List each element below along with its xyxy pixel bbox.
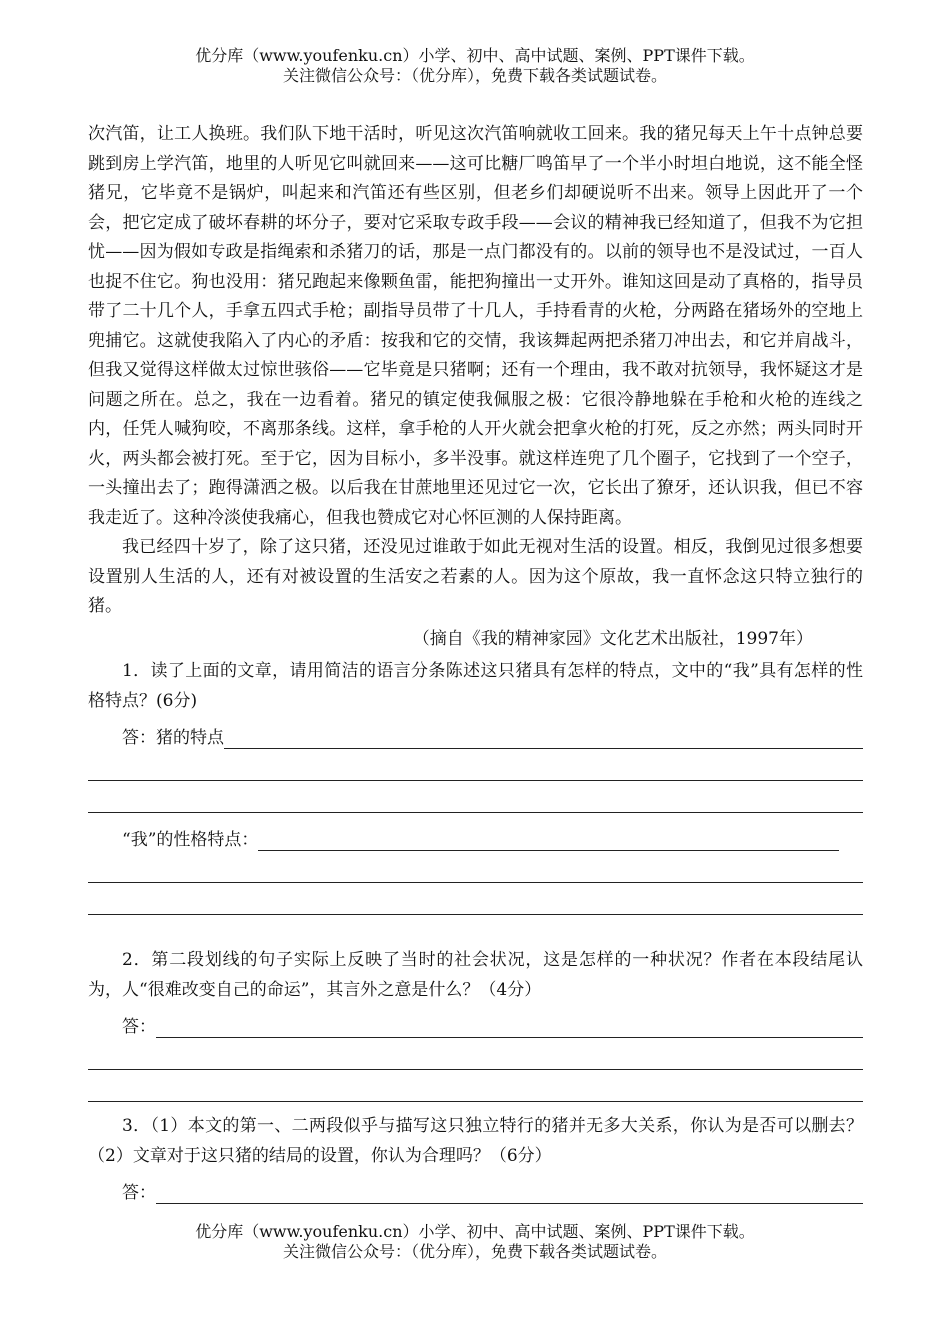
q1-pig-answer-line[interactable] xyxy=(224,726,863,749)
footer-line-2: 关注微信公众号：（优分库），免费下载各类试题试卷。 xyxy=(282,1242,667,1261)
q2-blank-line-2[interactable] xyxy=(88,1070,863,1102)
q2-answer-row xyxy=(88,1008,863,1038)
question-2: 2．第二段划线的句子实际上反映了当时的社会状况，这是怎样的一种状况？作者在本段结尾认为，人“很难改变自己的命运”，其言外之意是什么？（4分） xyxy=(88,950,863,1000)
passage-source: （摘自《我的精神家园》文化艺术出版社，1997年） xyxy=(412,628,813,649)
q1-blank-line-1[interactable] xyxy=(88,749,863,781)
passage-paragraph-2: 我已经四十岁了，除了这只猪，还没见过谁敢于如此无视对生活的设置。相反，我倒见过很多想要设置别人生活的人，还有对被设置的生活安之若素的人。因为这个原故，我一直怀念这只特立独行的猪。 xyxy=(88,537,863,616)
q3-answer-row xyxy=(88,1174,863,1204)
q1-blank-line-4[interactable] xyxy=(88,883,863,915)
passage-paragraph-1: 次汽笛，让工人换班。我们队下地干活时，听见这次汽笛响就收工回来。我的猪兄每天上午十点钟总要跳到房上学汽笛，地里的人听见它叫就回来——这可比糖厂鸣笛早了一个半小时坦白地说，这不能全怪猪兄，它毕竟不是锅炉，叫起来和汽笛还有些区别，但老乡们却硬说听不出来。领导上因此开了一个会，把它定成了破坏春耕的坏分子，要对它采取专政手段——会议的精神我已经知道了，但我不为它担忧——因为假如专政是指绳索和杀猪刀的话，那是一点门都没有的。以前的领导也不是没试过，一百人也捉不住它。狗也没用：猪兄跑起来像颗鱼雷，能把狗撞出一丈开外。谁知这回是动了真格的，指导员带了二十几个人，手拿五四式手枪；副指导员带了十几人，手持看青的火枪，分两路在猪场外的空地上兜捕它。这就使我陷入了内心的矛盾：按我和它的交情，我该舞起两把杀猪刀冲出去，和它并肩战斗，但我又觉得这样做太过惊世骇俗——它毕竟是只猪啊；还有一个理由，我不敢对抗领导，我怀疑这才是问题之所在。总之，我在一边看着。猪兄的镇定使我佩服之极：它很冷静地躲在手枪和火枪的连线之内，任凭人喊狗咬，不离那条线。这样，拿手枪的人开火就会把拿火枪的打死，反之亦然；两头同时开火，两头都会被打死。至于它，因为目标小，多半没事。就这样连兜了几个圈子，它找到了一个空子，一头撞出去了；跑得潇洒之极。以后我在甘蔗地里还见过它一次，它长出了獠牙，还认识我，但已不容我走近了。这种冷淡使我痛心，但我也赞成它对心怀叵测的人保持距离。 xyxy=(88,124,863,528)
q1-blank-line-3[interactable] xyxy=(88,851,863,883)
footer-line-1: 优分库（www.youfenku.cn）小学、初中、高中试题、案例、PPT课件下载。 xyxy=(195,1222,755,1241)
page-header xyxy=(0,46,950,86)
q1-me-answer-line[interactable] xyxy=(258,828,839,851)
q1-blank-line-2[interactable] xyxy=(88,781,863,813)
header-line-2: 关注微信公众号：（优分库），免费下载各类试题试卷。 xyxy=(282,66,667,85)
document-body xyxy=(88,120,863,1204)
question-3: 3．（1）本文的第一、二两段似乎与描写这只独立特行的猪并无多大关系，你认为是否可以删去？（2）文章对于这只猪的结局的设置，你认为合理吗？（6分） xyxy=(88,1116,863,1166)
spacer xyxy=(88,915,863,943)
q2-blank-line-1[interactable] xyxy=(88,1038,863,1070)
q2-answer-label: 答： xyxy=(122,1017,156,1037)
q1-pig-answer-label: 答：猪的特点 xyxy=(122,728,224,748)
q3-answer-line[interactable] xyxy=(156,1181,863,1204)
q1-pig-answer-row xyxy=(88,719,863,749)
q1-me-answer-row xyxy=(88,821,863,851)
question-1: 1．读了上面的文章，请用简洁的语言分条陈述这只猪具有怎样的特点，文中的“我”具有怎样的性格特点？(6分) xyxy=(88,661,863,711)
q2-answer-line[interactable] xyxy=(156,1015,863,1038)
q1-me-answer-label: “我”的性格特点： xyxy=(122,830,259,850)
header-line-1: 优分库（www.youfenku.cn）小学、初中、高中试题、案例、PPT课件下载。 xyxy=(195,46,755,65)
page-footer xyxy=(0,1222,950,1262)
q3-answer-label: 答： xyxy=(122,1183,156,1203)
